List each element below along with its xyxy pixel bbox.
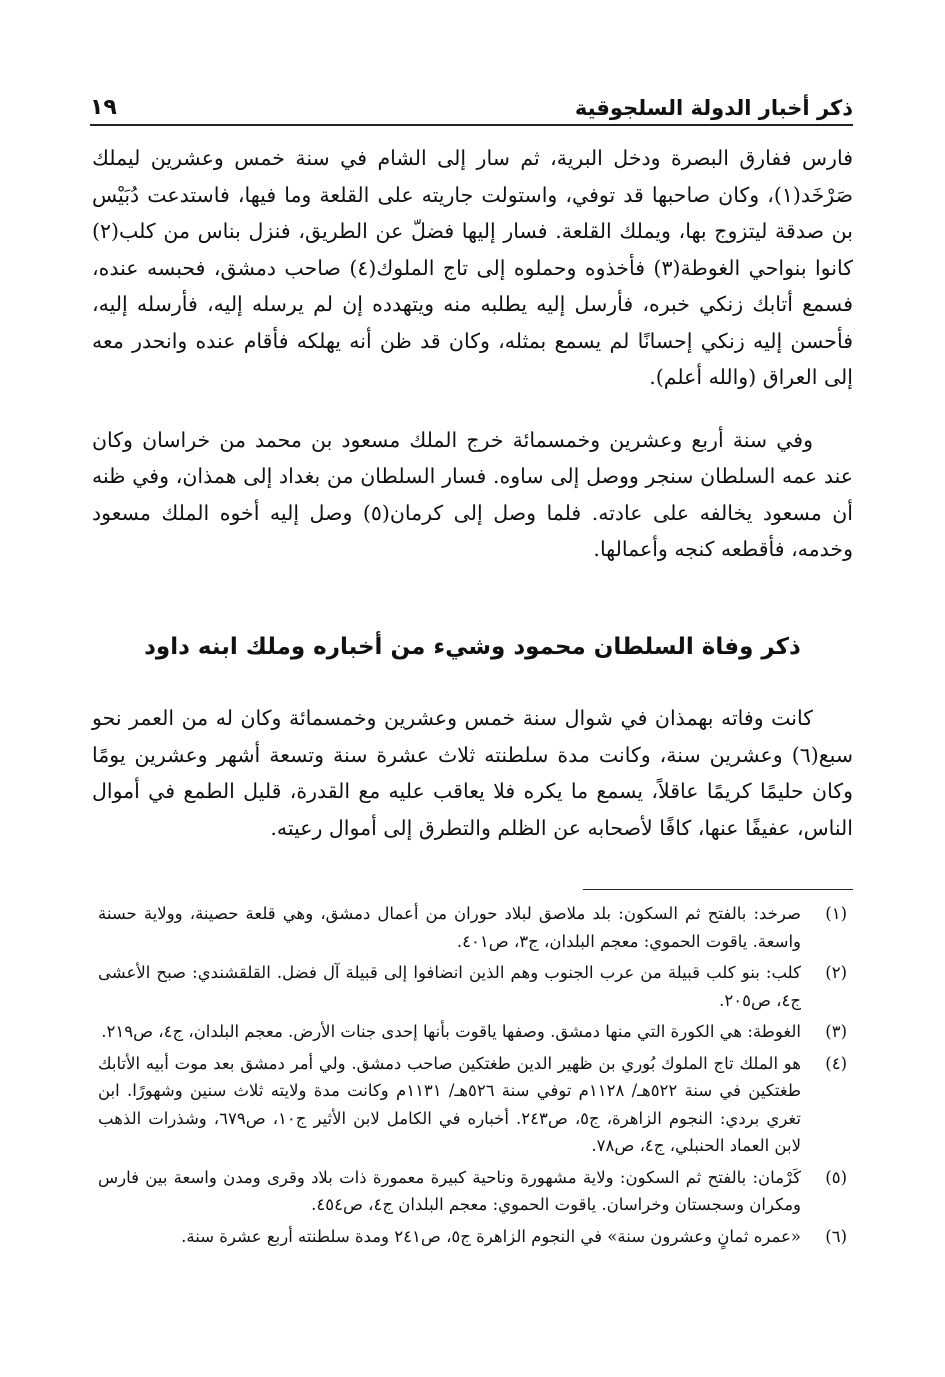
running-title: ذكر أخبار الدولة السلجوقية [574, 96, 853, 120]
section-text [92, 700, 853, 846]
footnote-number: (٥) [825, 1167, 847, 1187]
footnote-number: (٦) [825, 1226, 847, 1246]
footnote-text: «عمره ثمانٍ وعشرون سنة» في النجوم الزاهرة ج٥، ص٢٤١ ومدة سلطنته أربع عشرة سنة. [181, 1226, 801, 1246]
footnote-3 [98, 1018, 847, 1046]
paragraph-2: وفي سنة أربع وعشرين وخمسمائة خرج الملك مسعود بن محمد من خراسان وكان عند عمه السلطان سنجر ووصل إلى ساوه. فسار السلطان من بغداد إلى همذان، وفي ظنه أن مسعود يخالفه على عادته. فلما وصل إلى كرمان(٥) وصل إليه أخوه الملك مسعود وخدمه، فأقطعه كنجه وأعمالها. [92, 427, 853, 561]
footnote-6 [98, 1223, 847, 1251]
footnote-5 [98, 1164, 847, 1219]
footnote-text: كلب: بنو كلب قبيلة من عرب الجنوب وهم الذين انضافوا إلى قبيلة آل فضل. القلقشندي: صبح الأعشى ج٤، ص٢٠٥. [98, 963, 801, 1010]
footnote-number: (٢) [825, 963, 847, 982]
footnote-text: هو الملك تاج الملوك بُوري بن ظهير الدين طغتكين صاحب دمشق. ولي أمر دمشق بعد موت أبيه الأتابك طغتكين في سنة ٥٢٢هـ/ ١١٢٨م توفي سنة ٥٢٦هـ/ ١١٣١م وكانت مدة ولايته ثلاث سنين وشهورًا. ابن تغري بردي: النجوم الزاهرة، ج٥، ص٢٤٣. أخباره في الكامل لابن الأثير ج١٠، ص٦٧٩، وشذرات الذهب لابن العماد الحنبلي، ج٤، ص٧٨. [98, 1053, 802, 1155]
section-paragraph: كانت وفاته بهمذان في شوال سنة خمس وعشرين وخمسمائة وكان له من العمر نحو سبع(٦) وعشرين سنة، وكانت مدة سلطنته ثلاث عشرة سنة وتسعة أشهر وعشرين يومًا وكان حليمًا كريمًا عاقلاً، يسمع ما يكره فلا يعاقب عليه مع القدرة، قليل الطمع في أموال الناس، عفيفًا عنها، كافًا لأصحابه عن الظلم والتطرق إلى أموال رعيته. [92, 706, 853, 840]
footnotes [98, 900, 847, 1254]
footnote-text: صرخد: بالفتح ثم السكون: بلد ملاصق لبلاد حوران من أعمال دمشق، وهي قلعة حصينة، وولاية حسنة واسعة. ياقوت الحموي: معجم البلدان، ج٣، ص٤٠١. [98, 904, 801, 951]
paragraph-1: فارس ففارق البصرة ودخل البرية، ثم سار إلى الشام في سنة خمس وعشرين ليملك صَرْخَد(١)، وكان صاحبها قد توفي، واستولت جاريته على القلعة وما فيها، فاستدعت دُبَيْس بن صدقة ليتزوج بها، ويملك القلعة. فسار إليها فضلّ عن الطريق، فنزل بناس من كلب(٢) كانوا بنواحي الغوطة(٣) فأخذوه وحملوه إلى تاج الملوك(٤) صاحب دمشق، فحبسه عنده، فسمع أتابك زنكي خبره، فأرسل إليه يطلبه منه ويتهدده إن لم يرسله إليه، فأرسله إليه، فأحسن إليه زنكي إحسانًا لم يسمع بمثله، وكان قد ظن أنه يهلكه فأقام عنده وانحدر معه إلى العراق (والله أعلم). [92, 146, 853, 389]
footnote-text: الغوطة: هي الكورة التي منها دمشق. وصفها ياقوت بأنها إحدى جنات الأرض. معجم البلدان، ج٤، ص٢١٩. [101, 1022, 801, 1041]
running-header [90, 84, 853, 126]
footnote-number: (٤) [825, 1053, 847, 1073]
section-heading: ذكر وفاة السلطان محمود وشيء من أخباره وملك ابنه داود [144, 634, 801, 660]
main-text [92, 140, 853, 568]
footnote-1 [98, 900, 847, 955]
footnote-divider [583, 889, 853, 890]
footnote-text: كَرْمان: بالفتح ثم السكون: ولاية مشهورة وناحية كبيرة معمورة ذات بلاد وقرى ومدن واسعة بين فارس ومكران وسجستان وخراسان. ياقوت الحموي: معجم البلدان ج٤، ص٤٥٤. [98, 1167, 801, 1214]
footnote-number: (٣) [825, 1022, 847, 1041]
footnote-2 [98, 959, 847, 1014]
footnote-4 [98, 1050, 847, 1160]
footnote-number: (١) [825, 904, 847, 923]
page-number: ١٩ [90, 95, 117, 120]
